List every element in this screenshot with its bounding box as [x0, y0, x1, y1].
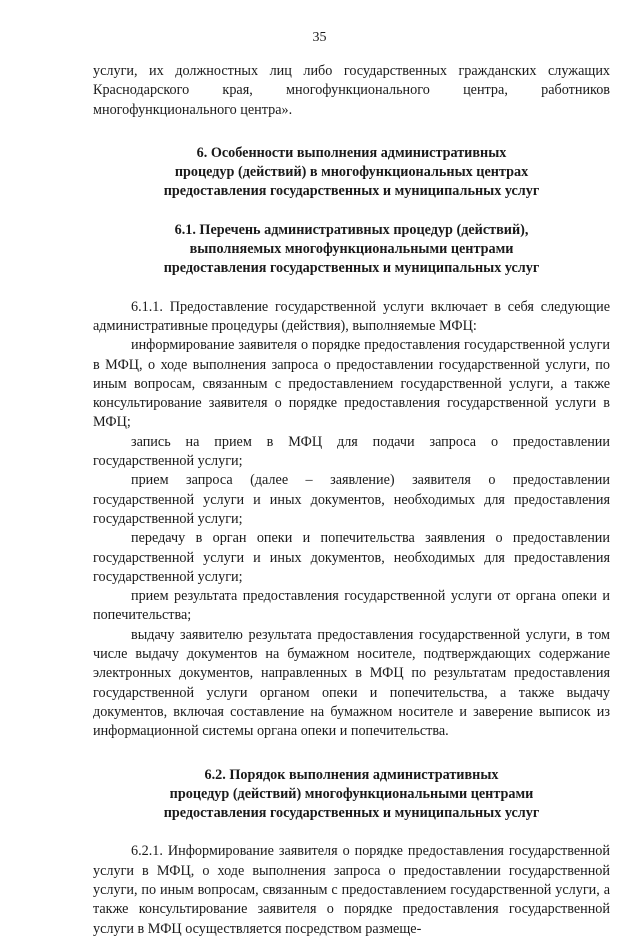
list-item-transfer: передачу в орган опеки и попечительства заявления о предоставлении государственной услуги и иных документов, необходимых для предоставления государственной услуги; — [93, 530, 610, 585]
list-item-result-issuance: выдачу заявителю результата предоставления государственной услуги, в том числе выдачу документов на бумажном носителе, подтверждающих содержание электронных документов, направленных в МФЦ по результатам предоставления государственной услуги органом опеки и попечительства, а также выдачу документов, включая составление на бумажном носителе и заверение выписок из информационной системы органа опеки и попечительства. — [93, 626, 610, 740]
page-number: 35 — [312, 30, 327, 45]
heading-line: 6.1. Перечень административных процедур (действий), — [174, 221, 529, 238]
heading-line: 6. Особенности выполнения административных — [196, 144, 507, 161]
heading-line: предоставления государственных и муниципальных услуг — [163, 260, 540, 277]
list-item-informing: информирование заявителя о порядке предоставления государственной услуги в МФЦ, о ходе выполнения запроса о предоставлении государственной услуги, по иным вопросам, связанным с предоставлением государственной услуги, а также консультирование заявителя о порядке предоставления государственной услуги в МФЦ; — [93, 337, 610, 431]
heading-line: процедур (действий) в многофункциональных центрах — [174, 164, 529, 181]
paragraph-6-1-1: 6.1.1. Предоставление государственной услуги включает в себя следующие административные процедуры (действия), выполняемые МФЦ: — [93, 298, 610, 334]
list-item-result-reception: прием результата предоставления государственной услуги от органа опеки и попечительства; — [93, 588, 610, 624]
intro-paragraph: услуги, их должностных лиц либо государственных гражданских служащих Краснодарского края, многофункционального центра, работников многофункционального центра». — [93, 63, 610, 118]
heading-line: предоставления государственных и муниципальных услуг — [163, 183, 540, 200]
section-6-heading — [93, 144, 610, 202]
heading-line: 6.2. Порядок выполнения административных — [204, 766, 499, 783]
heading-line: предоставления государственных и муниципальных услуг — [163, 805, 540, 822]
heading-line: выполняемых многофункциональными центрами — [189, 241, 514, 258]
page-content — [93, 62, 610, 939]
section-6-1-heading — [93, 221, 610, 279]
heading-line: процедур (действий) многофункциональными центрами — [169, 785, 534, 802]
list-item-appointment: запись на прием в МФЦ для подачи запроса о предоставлении государственной услуги; — [93, 433, 610, 470]
list-item-reception: прием запроса (далее – заявление) заявителя о предоставлении государственной услуги и иных документов, необходимых для предоставления государственной услуги; — [93, 472, 610, 527]
paragraph-6-2-1: 6.2.1. Информирование заявителя о порядке предоставления государственной услуги в МФЦ, о ходе выполнения запроса о предоставлении государственной услуги, по иным вопросам, связанным с предоставлением государственной услуги, а также консультирование заявителя о порядке предоставления государственной услуги в МФЦ осуществляется посредством размеще- — [93, 843, 610, 937]
section-6-2-heading — [93, 766, 610, 824]
